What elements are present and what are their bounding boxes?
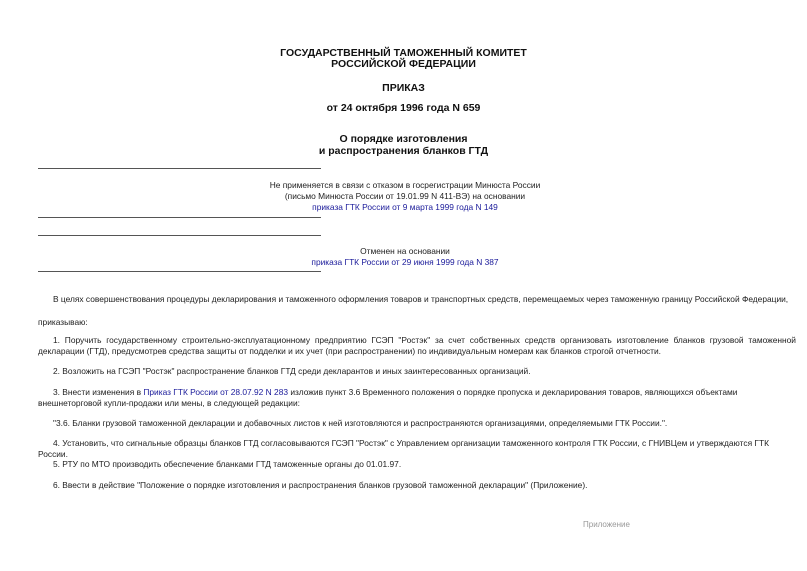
divider (38, 235, 321, 236)
item-5-paragraph: 5. РТУ по МТО производить обеспечение бланками ГТД таможенные органы до 01.01.97. (53, 459, 402, 469)
order-387-link[interactable]: приказа ГТК России от 29 июня 1999 года N 387 (311, 257, 499, 267)
intro-paragraph: В целях совершенствования процедуры декларирования и таможенного оформления товаров и транспортных средств, перемещаемых через таможенную границу Российской Федерации, (53, 294, 789, 304)
status-note-1-line2: (письмо Минюста России от 19.01.99 N 411-ВЭ) на основании (284, 191, 526, 201)
item-2-paragraph: 2. Возложить на ГСЭП "Ростэк" распространение бланков ГТД среди декларантов и иных заинтересованных организаций. (53, 366, 531, 376)
status-note-1-line1: Не применяется в связи с отказом в госрегистрации Минюста России (269, 180, 541, 190)
status-note-1 (250, 180, 560, 213)
order-149-link[interactable]: приказа ГТК России от 9 марта 1999 года N 149 (312, 202, 498, 212)
divider (38, 217, 321, 218)
document-title-line2: и распространения бланков ГТД (318, 145, 489, 157)
appendix-label: Приложение (583, 520, 630, 529)
status-note-2-line1: Отменен на основании (360, 246, 450, 256)
item-3-paragraph (38, 387, 796, 409)
item-4-paragraph: 4. Установить, что сигнальные образцы бланков ГТД согласовываются ГСЭП "Ростэк" с Управлением организации таможенного контроля ГТК России, с ГНИВЦем и утверждаются ГТК России. (38, 438, 769, 459)
order-word: приказываю: (38, 317, 88, 327)
item-3-quote: "3.6. Бланки грузовой таможенной декларации и добавочных листов к ней изготовляются и распространяются организациями, определяемыми ГТК России.". (53, 418, 668, 428)
divider (38, 168, 321, 169)
divider (38, 271, 321, 272)
org-name-line2: РОССИЙСКОЙ ФЕДЕРАЦИИ (331, 58, 476, 70)
document-type: ПРИКАЗ (382, 82, 425, 94)
document-title-line1: О порядке изготовления (339, 133, 468, 145)
item-3-text-after: изложив пункт 3.6 Временного положения о порядке пропуска и декларирования товаров, являющихся объектами внешнеторговой купли-продажи или мены, в следующей редакции: (38, 387, 738, 408)
order-283-link[interactable]: Приказ ГТК России от 28.07.92 N 283 (143, 387, 289, 397)
status-note-2 (250, 246, 560, 268)
org-name-line1: ГОСУДАРСТВЕННЫЙ ТАМОЖЕННЫЙ КОМИТЕТ (280, 47, 527, 59)
document-date: от 24 октября 1996 года N 659 (326, 102, 481, 114)
item-6-paragraph: 6. Ввести в действие "Положение о порядке изготовления и распространения бланков грузовой таможенной декларации" (Приложение). (53, 480, 588, 490)
item-1-paragraph: 1. Поручить государственному строительно-эксплуатационному предприятию ГСЭП "Ростэк" за счет собственных средств организовать изготовление бланков грузовой таможенной декларации (ГТД), предусмотрев средства защиты от подделки и их учет (при распространении) по индивидуальным номерам как бланков строгой отчетности. (38, 335, 796, 356)
item-3-text-before: 3. Внести изменения в (53, 387, 144, 397)
